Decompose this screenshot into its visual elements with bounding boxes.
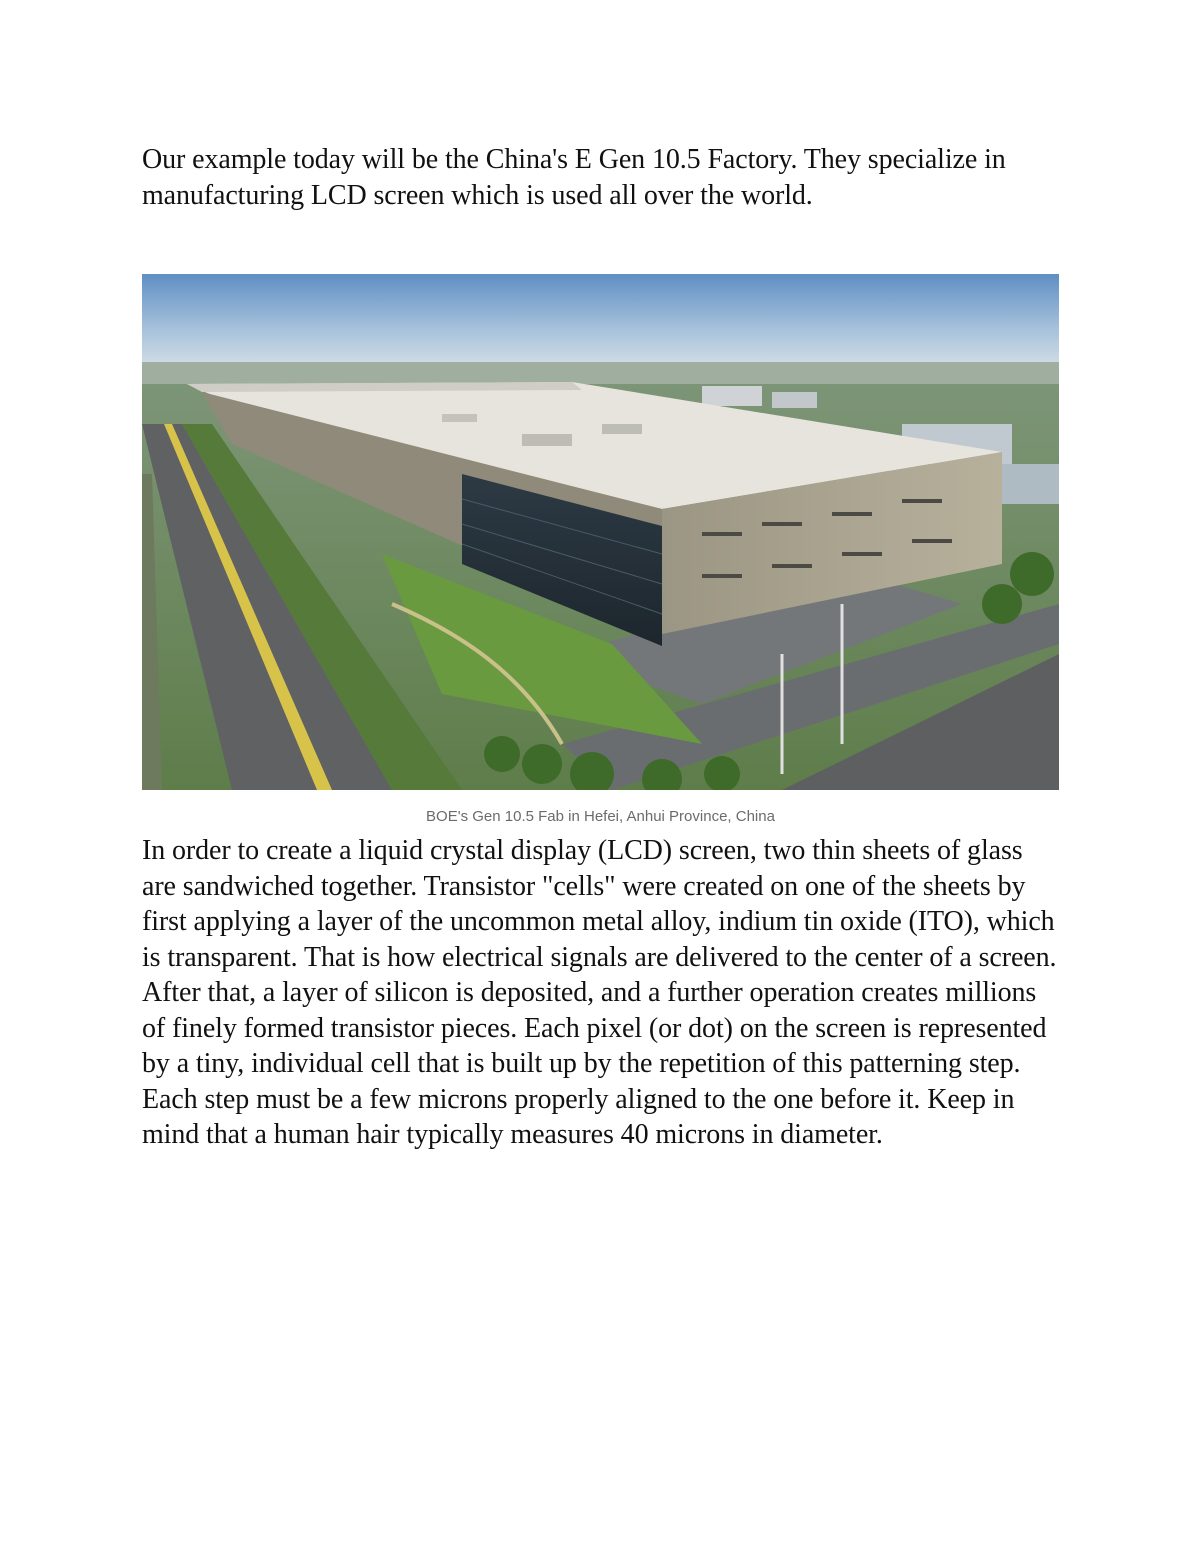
- image-caption: BOE's Gen 10.5 Fab in Hefei, Anhui Province, China: [426, 808, 775, 825]
- factory-aerial-photo: [142, 274, 1059, 790]
- intro-paragraph: Our example today will be the China's E Gen 10.5 Factory. They specialize in manufacturing LCD screen which is used all over the world.: [142, 144, 1006, 211]
- body-paragraph: In order to create a liquid crystal display (LCD) screen, two thin sheets of glass are sandwiched together. Transistor "cells" were created on one of the sheets by first applying a layer of the uncommon metal alloy, indium tin oxide (ITO), which is transparent. That is how electrical signals are delivered to the center of a screen. After that, a layer of silicon is deposited, and a further operation creates millions of finely formed transistor pieces. Each pixel (or dot) on the screen is represented by a tiny, individual cell that is built up by the repetition of this patterning step. Each step must be a few microns properly aligned to the one before it. Keep in mind that a human hair typically measures 40 microns in diameter.: [142, 835, 1057, 1150]
